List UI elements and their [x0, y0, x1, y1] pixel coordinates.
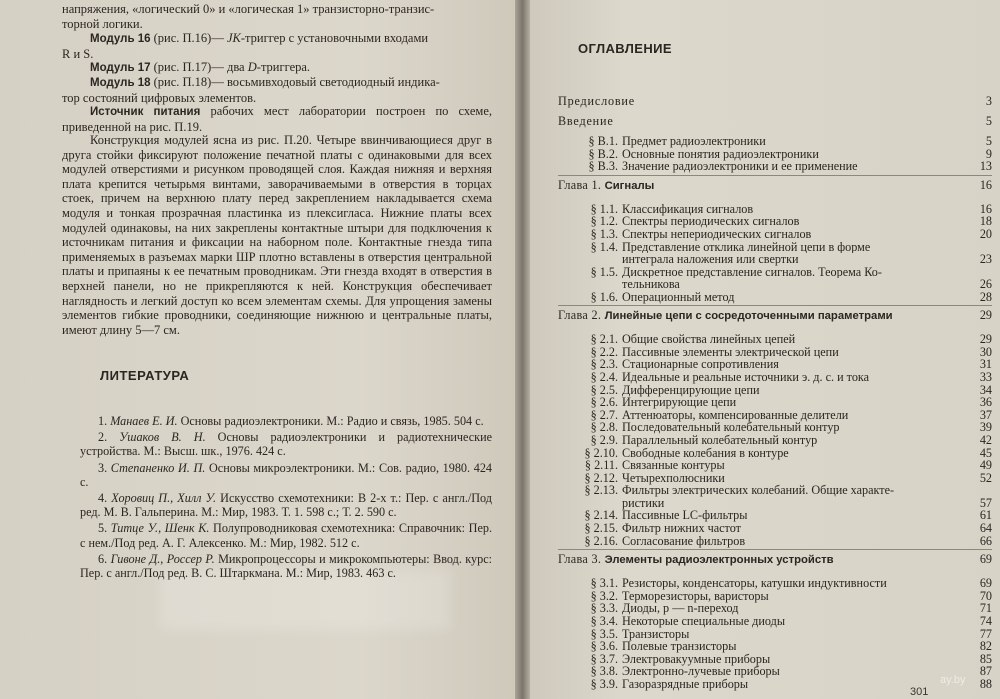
section-number: § B.2. — [588, 146, 618, 161]
toc-entry-label: Предисловие — [558, 95, 635, 108]
section-number: § 2.5. — [590, 382, 618, 397]
section-label: Классификация сигналов — [622, 202, 754, 216]
toc-entry-page: 29 — [979, 332, 992, 347]
section-label: Согласование фильтров — [622, 534, 746, 548]
section-label-cont: интеграла наложения или свертки — [622, 253, 799, 266]
chapter-label: Глава 3. Элементы радиоэлектронных устройств — [558, 553, 834, 567]
toc-entry-page: 16 — [979, 201, 992, 216]
toc-entry-page: 45 — [979, 445, 992, 460]
section-number: § 3.7. — [590, 651, 618, 666]
toc-entry-page: 57 — [979, 495, 992, 510]
toc-entry[interactable] — [558, 148, 992, 161]
section-label: Представление отклика линейной цепи в форме — [622, 240, 871, 254]
toc-entry[interactable] — [558, 358, 992, 371]
toc-entry[interactable] — [558, 590, 992, 603]
toc-entry-page: 9 — [985, 146, 992, 161]
section-label: Электронно-лучевые приборы — [622, 665, 780, 679]
section-number: § 2.15. — [584, 521, 618, 535]
section-number: § 1.4. — [590, 239, 618, 254]
toc-entry[interactable] — [558, 409, 992, 422]
section-number: § 1.6. — [590, 289, 618, 304]
section-label: Диоды, p — n-переход — [622, 602, 739, 616]
toc-entry-page: 13 — [979, 159, 992, 174]
toc-entry[interactable] — [558, 553, 992, 573]
toc-entry[interactable] — [558, 291, 992, 304]
toc-entry[interactable] — [558, 241, 992, 266]
toc-entry[interactable] — [558, 628, 992, 641]
section-number: § 3.2. — [590, 588, 618, 603]
section-number: § 3.8. — [590, 664, 618, 679]
section-number: § 2.12. — [584, 470, 618, 485]
section-number: § 3.1. — [590, 576, 618, 591]
chapter-label: Глава 2. Линейные цепи с сосредоточенными параметрами — [558, 309, 893, 323]
section-label: Транзисторы — [622, 627, 690, 641]
toc-entry[interactable] — [558, 421, 992, 434]
section-label: Спектры непериодических сигналов — [622, 228, 812, 241]
reference-item: 2. Ушаков В. Н. Основы радиоэлектроники и радиотехнические устройства. М.: Высш. шк., 1976. 424 с. — [80, 430, 493, 459]
toc-entry[interactable] — [558, 346, 992, 359]
toc-entry-page: 87 — [979, 664, 992, 679]
toc-entry[interactable] — [558, 228, 992, 241]
right-page — [530, 0, 1000, 699]
toc-entry[interactable] — [558, 203, 992, 216]
toc-entry-page: 85 — [979, 651, 992, 666]
section-label: Некоторые специальные диоды — [622, 615, 786, 628]
section-number: § 2.6. — [590, 395, 618, 410]
module-16: Модуль 16 (рис. П.16)— JK-триггер с установочными входами R и S. — [62, 31, 429, 61]
book-gutter — [515, 0, 530, 699]
chapter-label: Глава 1. Сигналы — [558, 178, 655, 192]
toc-entry-page: 16 — [979, 177, 992, 192]
toc-entry[interactable] — [558, 577, 992, 590]
section-label: Четырехполюсники — [622, 471, 725, 485]
section-label: Терморезисторы, варисторы — [622, 589, 769, 603]
toc-entry-page: 66 — [979, 533, 992, 548]
literature-title: ЛИТЕРАТУРА — [100, 368, 190, 383]
toc-entry-page: 23 — [979, 252, 992, 267]
toc-entry[interactable] — [558, 179, 992, 199]
toc-entry-page: 30 — [979, 344, 992, 359]
section-label: Интегрирующие цепи — [622, 396, 737, 410]
section-number: § 1.5. — [590, 264, 618, 279]
section-number: § 3.4. — [590, 614, 618, 628]
toc-entry-page: 36 — [979, 395, 992, 410]
toc-entry-page: 71 — [979, 601, 992, 616]
section-number: § 2.1. — [590, 332, 618, 347]
toc-entry-page: 18 — [979, 214, 992, 229]
toc-entry-page: 70 — [979, 588, 992, 603]
toc-entry[interactable] — [558, 653, 992, 666]
toc-entry-page: 31 — [979, 357, 992, 372]
section-number: § 3.5. — [590, 626, 618, 641]
toc-entry[interactable] — [558, 535, 992, 548]
toc-entry-page: 34 — [979, 382, 992, 397]
toc-entry[interactable] — [558, 640, 992, 653]
section-label: Последовательный колебательный контур — [622, 421, 840, 435]
toc-entry-page: 39 — [979, 420, 992, 435]
toc-entry[interactable] — [558, 434, 992, 447]
section-label: Пассивные элементы электрической цепи — [622, 345, 839, 359]
toc-entry-page: 5 — [985, 114, 992, 128]
toc-entry[interactable] — [558, 115, 992, 135]
power-paragraph: Источник питания рабочих мест лаборатории построен по схеме, приведенной на рис. П.19. — [62, 104, 492, 134]
toc-entry[interactable] — [558, 266, 992, 291]
watermark: ay.by — [940, 674, 966, 686]
section-number: § 1.3. — [590, 227, 618, 241]
section-number: § 2.7. — [590, 407, 618, 422]
reference-item: 1. Манаев Е. И. Основы радиоэлектроники. М.: Радио и связь, 1985. 504 с. — [98, 414, 484, 428]
toc-entry[interactable] — [558, 135, 992, 148]
section-number: § 2.13. — [584, 483, 618, 498]
section-label: Значение радиоэлектроники и ее применение — [622, 160, 858, 174]
toc-entry[interactable] — [558, 333, 992, 346]
section-label: Операционный метод — [622, 290, 735, 304]
section-number: § 2.8. — [590, 420, 618, 435]
section-label: Газоразрядные приборы — [622, 678, 749, 691]
section-number: § 2.3. — [590, 357, 618, 372]
toc-entry-page: 69 — [979, 552, 992, 567]
toc-entry[interactable] — [558, 472, 992, 485]
section-number: § 2.2. — [590, 344, 618, 359]
toc-entry-page: 64 — [979, 521, 992, 535]
section-number: § 1.1. — [590, 201, 618, 216]
toc-title: ОГЛАВЛЕНИЕ — [578, 41, 672, 56]
toc-entry[interactable] — [558, 522, 992, 535]
reference-list — [80, 414, 492, 582]
section-label: Дифференцирующие цепи — [622, 383, 760, 397]
toc-entry-label: Введение — [558, 115, 614, 128]
toc-entry-page: 49 — [979, 458, 992, 473]
section-label: Электровакуумные приборы — [622, 652, 771, 666]
chapter-rule — [558, 175, 992, 176]
toc-entry-page: 28 — [979, 289, 992, 304]
chapter-rule — [558, 305, 992, 306]
toc-entry-page: 5 — [985, 134, 992, 148]
section-label: Свободные колебания в контуре — [622, 446, 789, 460]
section-label: Аттенюаторы, компенсированные делители — [622, 408, 849, 422]
section-number: § 2.4. — [590, 370, 618, 384]
toc-entry-page: 61 — [979, 508, 992, 523]
section-number: § 3.3. — [590, 601, 618, 616]
chapter-rule — [558, 549, 992, 550]
section-label: Дискретное представление сигналов. Теорема Ко- — [622, 265, 882, 279]
toc-entry[interactable] — [558, 371, 992, 384]
section-label: Полевые транзисторы — [622, 640, 737, 654]
toc-entry-page: 52 — [979, 470, 992, 485]
section-number: § B.3. — [588, 159, 618, 174]
section-number: § 2.11. — [584, 458, 618, 473]
section-label: Спектры периодических сигналов — [622, 215, 800, 229]
toc-entry-page: 77 — [979, 626, 992, 641]
toc-entry[interactable] — [558, 615, 992, 628]
toc-entry[interactable] — [558, 509, 992, 522]
top-text — [62, 2, 492, 31]
reference-item: 5. Титце У., Шенк К. Полупроводниковая схемотехника: Справочник: Пер. с нем./Под ред. А. Г. Алексенко. М.: Мир, 1982. 512 с. — [80, 521, 492, 550]
toc-entry[interactable] — [558, 215, 992, 228]
section-number: § 3.9. — [590, 677, 618, 691]
toc-entry[interactable] — [558, 396, 992, 409]
module-18: Модуль 18 (рис. П.18)— восьмивходовый светодиодный индика- тор состояний цифровых элементов. — [62, 75, 440, 105]
section-number: § B.1. — [588, 134, 618, 148]
section-label: Связанные контуры — [622, 459, 725, 473]
toc-entry-page: 88 — [979, 677, 992, 691]
section-label: Фильтры электрических колебаний. Общие характе- — [622, 484, 895, 497]
section-label: Стационарные сопротивления — [622, 358, 779, 372]
section-label: Параллельный колебательный контур — [622, 434, 818, 447]
toc-entry-page: 42 — [979, 433, 992, 447]
section-number: § 3.6. — [590, 639, 618, 654]
toc-entry-page: 82 — [979, 639, 992, 654]
top-line-1: напряжения, «логический 0» и «логическая 1» транзисторно-транзис- — [62, 2, 435, 16]
section-label: Фильтр нижних частот — [622, 522, 741, 535]
toc-entry[interactable] — [558, 459, 992, 472]
section-label: Резисторы, конденсаторы, катушки индуктивности — [622, 577, 887, 591]
toc-entry-page: 20 — [979, 227, 992, 241]
toc-entry[interactable] — [558, 447, 992, 460]
toc-entry-page: 74 — [979, 614, 992, 628]
section-label: Основные понятия радиоэлектроники — [622, 147, 819, 161]
toc-entry-page: 26 — [979, 277, 992, 292]
section-label: Идеальные и реальные источники э. д. с. и тока — [622, 371, 870, 384]
reference-item: 3. Степаненко И. П. Основы микроэлектроники. М.: Сов. радио, 1980. 424 с. — [80, 460, 493, 489]
construction-paragraph: Конструкция модулей ясна из рис. П.20. Четыре ввинчивающиеся друг в друга стойки фиксируют положение печатной платы с одинаковыми для всех модулей отверстиями и рисунком проводящей слоя. Каждая нижняя и верхняя плата крепится четырьмя винтами, заворачиваемыми в отверстия в торцах стоек, причем на верхнюю плату перед закреплением накладывается схема модуля и тонкая прозрачная пластинка из плексигласа. Нижние платы всех модулей одинаковы, на них закреплены контактные штыри для подключения к источникам питания и фиксации на наборном поле. Контактные гнезда типа применяемых в разъемах марки ШР плотно вставлены в отверстия центральной платы и припаяны к ее печатным проводникам. Эти гнезда входят в отверстия в верхней панели, но не прикрепляются к ней. Конструкция обеспечивает наглядность и легкий доступ ко всем элементам схемы. Для упрощения замены элементов гибкие проводники, соединяющие нижнюю и центральные платы, имеют длину 5—7 см. — [62, 133, 492, 337]
reference-item: 4. Хоровиц П., Хилл У. Искусство схемотехники: В 2-х т.: Пер. с англ./Под ред. М. В. Гальперина. М.: Мир, 1983. Т. 1. 598 с.; Т. 2. 590 с. — [80, 491, 493, 520]
toc-entry[interactable] — [558, 384, 992, 397]
toc-entry-page: 69 — [979, 576, 992, 591]
page-number: 301 — [910, 686, 929, 698]
module-17: Модуль 17 (рис. П.17)— два D-триггера. — [90, 60, 311, 74]
section-number: § 2.9. — [590, 433, 618, 447]
toc-entry-page: 37 — [979, 407, 992, 422]
section-label-cont: ристики — [622, 496, 665, 510]
reference-item: 6. Гивоне Д., Россер Р. Микропроцессоры и микрокомпьютеры: Ввод. курс: Пер. с англ./Под ред. В. С. Штаркмана. М.: Мир, 1983. 463 с. — [80, 551, 493, 581]
section-number: § 2.14. — [584, 508, 618, 523]
toc-entry[interactable] — [558, 309, 992, 329]
section-label: Пассивные LC-фильтры — [622, 509, 748, 523]
toc-entry[interactable] — [558, 95, 992, 115]
toc-entry[interactable] — [558, 160, 992, 173]
section-label: Предмет радиоэлектроники — [622, 135, 766, 148]
toc-entry[interactable] — [558, 602, 992, 615]
section-number: § 1.2. — [590, 214, 618, 229]
toc-entry[interactable] — [558, 484, 992, 509]
toc-entry[interactable] — [558, 665, 992, 678]
toc-entry-page: 29 — [979, 308, 992, 323]
section-number: § 2.10. — [584, 445, 618, 460]
section-label-cont: тельникова — [622, 278, 680, 291]
toc-entry-page: 3 — [985, 94, 992, 108]
toc-entry-page: 33 — [979, 370, 992, 384]
section-label: Общие свойства линейных цепей — [622, 333, 796, 347]
top-line-2: торной логики. — [62, 16, 143, 31]
section-number: § 2.16. — [584, 533, 618, 548]
